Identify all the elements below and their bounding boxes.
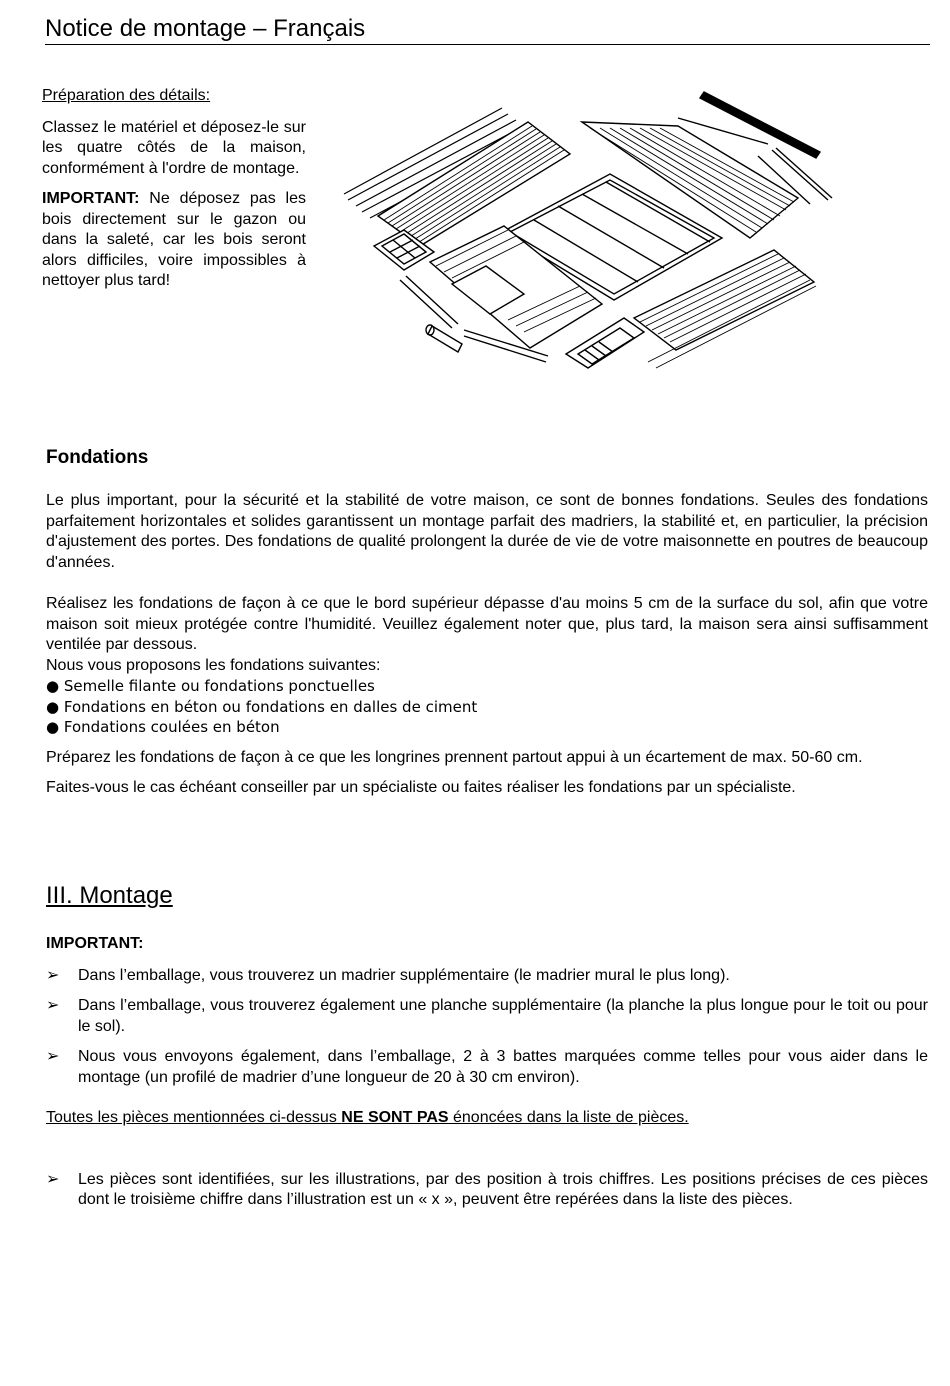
montage-heading: III. Montage [46, 882, 173, 909]
fondations-bullet: ● Fondations en béton ou fondations en dalles de ciment [46, 697, 478, 716]
fondations-paragraph-2: Réalisez les fondations de façon à ce que le bord supérieur dépasse d'au moins 5 cm de la surface du sol, afin que votre maison soit mieux protégée contre l'humidité. Veuillez également noter que, plus tard, la maison sera ainsi suffisamment ventilée par dessous. [46, 595, 928, 653]
fondations-bullet: ● Fondations coulées en béton [46, 718, 280, 736]
arrow-bullet-icon: ➢ [46, 997, 60, 1014]
exploded-parts-illustration [338, 86, 834, 392]
montage-list-item [46, 1170, 928, 1211]
montage-list-item-text: Nous vous envoyons également, dans l’emballage, 2 à 3 battes marquées comme telles pour vous aider dans le montage (un profilé de madrier d’une longueur de 20 à 30 cm environ). [78, 1048, 928, 1086]
montage-list-item-text: Les pièces sont identifiées, sur les illustrations, par des position à trois chiffres. Les positions précises de ces pièces dont le troisième chiffre dans l’illustration est un « x », peuvent être repérées dans la liste des pièces. [78, 1170, 928, 1208]
montage-list-item [46, 996, 928, 1037]
note-text-post: énoncées dans la liste de pièces. [448, 1109, 689, 1126]
fondations-paragraph-5: Faites-vous le cas échéant conseiller par un spécialiste ou faites réaliser les fondations par un spécialiste. [46, 779, 796, 796]
fondations-paragraph-3: Nous vous proposons les fondations suivantes: [46, 656, 381, 674]
fondations-heading: Fondations [46, 447, 149, 468]
preparation-section [42, 86, 306, 302]
note-text-bold: NE SONT PAS [341, 1109, 449, 1126]
important-text: Ne déposez pas les bois directement sur le gazon ou dans la saleté, car les bois seront alors difficiles, voire impossibles à nettoyer plus tard! [42, 190, 306, 289]
fondations-bullet: ● Semelle filante ou fondations ponctuelles [46, 677, 375, 695]
fondations-paragraph-4: Préparez les fondations de façon à ce que les longrines prennent partout appui à un écartement de max. 50-60 cm. [46, 748, 863, 766]
montage-section [46, 881, 928, 1211]
page-title: Notice de montage – Français [45, 15, 366, 42]
montage-important-label: IMPORTANT: [46, 935, 144, 952]
preparation-important [42, 189, 306, 292]
note-text-pre: Toutes les pièces mentionnées ci-dessus [46, 1109, 342, 1126]
fondations-paragraph-1: Le plus important, pour la sécurité et la stabilité de votre maison, ce sont de bonnes fondations. Seules des fondations parfaitement horizontales et solides garantissent un montage parfait des madriers, la stabilité et, en particulier, la précision d'ajustement des portes. Des fondations de qualité prolongent la durée de vie de votre maisonnette en poutres de beaucoup d'années. [46, 492, 928, 571]
arrow-bullet-icon: ➢ [46, 1048, 60, 1065]
door-panel [566, 318, 644, 368]
important-label: IMPORTANT: [42, 190, 140, 207]
arrow-bullet-icon: ➢ [46, 966, 60, 984]
preparation-paragraph: Classez le matériel et déposez-le sur les quatre côtés de la maison, conformément à l'ordre de montage. [42, 118, 306, 177]
montage-list-item [46, 1047, 928, 1088]
montage-list-item-text: Dans l’emballage, vous trouverez un madrier supplémentaire (le madrier mural le plus long). [78, 966, 730, 984]
preparation-heading: Préparation des détails: [42, 87, 211, 104]
fondations-section [46, 446, 928, 799]
montage-note [46, 1108, 928, 1129]
arrow-bullet-icon: ➢ [46, 1170, 60, 1188]
page-header [45, 14, 930, 45]
montage-list-item [46, 966, 928, 987]
montage-list-item-text: Dans l’emballage, vous trouverez également une planche supplémentaire (la planche la plus longue pour le toit ou pour le sol). [78, 997, 928, 1035]
